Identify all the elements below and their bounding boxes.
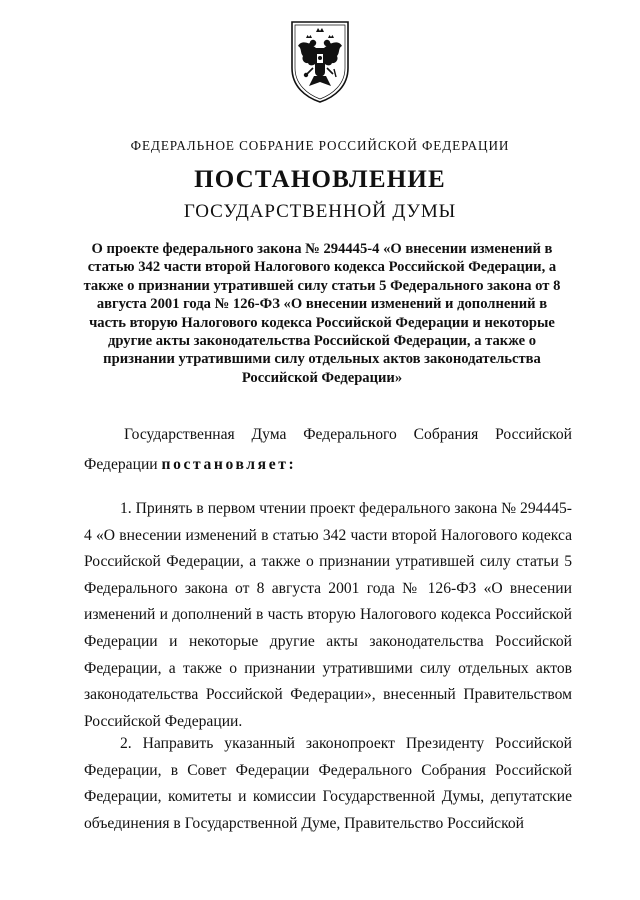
document-type: ПОСТАНОВЛЕНИЕ	[194, 166, 446, 193]
preamble-text: Государственная Дума Федерального Собрания Российской Федерации	[84, 426, 572, 473]
russian-coat-of-arms-icon	[289, 18, 351, 104]
item-2-paragraph: 2. Направить указанный законопроект Президенту Российской Федерации, в Совет Федерации Федерального Собрания Российской Федерации, комитеты и комиссии Государственной Думы, депутатские объединения в Государственной Думе, Правительство Российской	[84, 735, 572, 832]
item-1-paragraph: 1. Принять в первом чтении проект федерального закона № 294445-4 «О внесении изменений в статью 342 части второй Налогового кодекса Российской Федерации, а также о признании утратившей силу статьи 5 Федерального закона от 8 августа 2001 года № 126-ФЗ «О внесении изменений и дополнений в часть вторую Налогового кодекса Российской Федерации и некоторые другие акты законодательства Российской Федерации, а также о признании утратившими силу отдельных актов законодательства Российской Федерации», внесенный Правительством Российской Федерации.	[84, 500, 572, 730]
issuing-body: ГОСУДАРСТВЕННОЙ ДУМЫ	[183, 201, 457, 222]
assembly-name: ФЕДЕРАЛЬНОЕ СОБРАНИЕ РОССИЙСКОЙ ФЕДЕРАЦИИ	[130, 138, 510, 153]
document-subject: О проекте федерального закона № 294445-4 «О внесении изменений в статью 342 части второй Налогового кодекса Российской Федерации, а также о признании утратившей силу статьи 5 Федерального закона от 8 августа 2001 года № 126-ФЗ «О внесении изменений и дополнений в часть вторую Налогового кодекса Российской Федерации и некоторые другие акты законодательства Российской Федерации, а также о признании утратившими силу отдельных актов законодательства Российской Федерации»	[83, 241, 561, 386]
resolves-verb: постановляет:	[161, 456, 297, 473]
preamble-paragraph	[84, 420, 572, 480]
